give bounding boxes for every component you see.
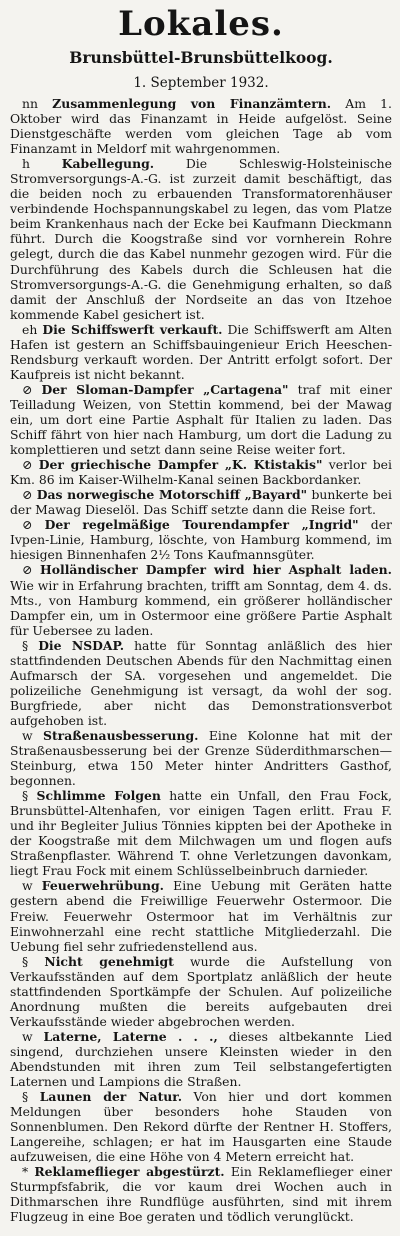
news-item-mark: w [22, 727, 33, 743]
news-item [10, 487, 392, 517]
news-item [10, 954, 392, 1029]
news-item-heading: Holländischer Dampfer wird hier Asphalt laden. [40, 562, 392, 578]
news-item-body: wurde die Aufstellung von Verkaufsständen auf dem Sportplatz anläßlich der heute stattfindenden Sportkämpfe der Schulen. Auf polizeiliche Anordnung mußten die bereits aufgebauten drei Verkaufsstände wieder abgebrochen werden. [10, 953, 392, 1029]
news-item [10, 457, 392, 487]
news-item-mark: ⊘ [22, 381, 33, 397]
dateline: 1. September 1932. [133, 75, 269, 91]
news-item-mark: eh [22, 321, 38, 337]
news-item-heading: Die NSDAP. [38, 637, 125, 653]
news-item-mark: nn [22, 96, 38, 111]
news-item [10, 322, 392, 382]
news-item-mark: § [22, 637, 29, 653]
news-item-mark: ⊘ [22, 562, 33, 578]
news-item-body: Von hier und dort kommen Meldungen über besonders hohe Stauden von Sonnenblumen. Den Rekord dürfte der Rentner H. Stoffers, Langereihe, schlagen; er hat im Hausgarten eine Staude aufzuweisen, die eine Höhe von 4 Metern erreicht hat. [10, 1089, 392, 1165]
news-item-heading: Schlimme Folgen [36, 788, 161, 804]
place-heading: Brunsbüttel-Brunsbüttelkoog. [69, 48, 333, 67]
news-item-heading: Straßenausbesserung. [43, 727, 199, 743]
news-item-body: bunkerte bei der Mawag Dieselöl. Das Schiff setzte dann die Reise fort. [10, 487, 392, 518]
news-item-heading: Der griechische Dampfer „K. Ktistakis" [38, 457, 323, 473]
news-item-mark: ⊘ [22, 517, 33, 533]
news-item-heading: Reklameflieger abgestürzt. [34, 1164, 225, 1180]
news-item-heading: Laterne, Laterne . . ., [43, 1028, 218, 1044]
news-item [10, 562, 392, 637]
news-item-body: Eine Kolonne hat mit der Straßenausbesserung bei der Grenze Süderdithmarschen—Steinburg, etwa 150 Meter hinter Andritters Gasthof, begonnen. [10, 727, 392, 789]
news-item-mark: § [22, 953, 29, 969]
news-item [10, 788, 392, 878]
news-item-body: Am 1. Oktober wird das Finanzamt in Heide aufgelöst. Seine Dienstgeschäfte werden vom gleichen Tage ab vom Finanzamt in Meldorf mit wahrgenommen. [10, 96, 392, 157]
news-item-mark: § [22, 1089, 29, 1105]
news-item-body: Wie wir in Erfahrung brachten, trifft am Sonntag, dem 4. ds. Mts., von Hamburg kommend, ein größerer holländischer Dampfer ein, um in Ostermoor eine größere Partie Asphalt für Uebersee zu laden. [10, 577, 392, 638]
news-item-body: verlor bei Km. 86 im Kaiser-Wilhelm-Kanal seinen Backbordanker. [10, 457, 392, 488]
news-item-body: hatte ein Unfall, den Frau Fock, Brunsbüttel-Altenhafen, vor einigen Tagen erlitt. Frau F. und ihr Begleiter Julius Tönnies kippten bei der Apotheke in der Koogstraße mit dem Milchwagen um und flogen aufs Straßenpflaster. Während T. ohne Verletzungen davonkam, liegt Frau Fock mit einem Schlüsselbeinbruch darnieder. [10, 788, 392, 879]
news-item-mark: * [22, 1164, 29, 1180]
news-item-body: Die Schiffswerft am Alten Hafen ist gestern an Schiffsbauingenieur Erich Heeschen-Rendsburg verkauft worden. Der Antritt erfolgt sofort. Der Kaufpreis ist nicht bekannt. [10, 321, 392, 382]
news-item-heading: Das norwegische Motorschiff „Bayard" [36, 487, 308, 503]
news-item-heading: Die Schiffswerft verkauft. [42, 321, 223, 337]
news-item-mark: ⊘ [22, 457, 33, 473]
news-item-body: Ein Reklameflieger einer Sturmpfsfabrik, die vor kaum drei Wochen auch in Dithmarschen ihre Rundflüge ausführten, sind mit ihrem Flugzeug in eine Boe geraten und tödlich verunglückt. [10, 1164, 392, 1225]
news-item [10, 1089, 392, 1164]
news-item [10, 382, 392, 457]
news-item-mark: § [22, 788, 29, 804]
news-item-heading: Kabellegung. [61, 156, 155, 172]
news-item-heading: Nicht genehmigt [44, 953, 174, 969]
news-item-heading: Der regelmäßige Tourendampfer „Ingrid" [44, 517, 359, 533]
section-title: Lokales. [118, 4, 284, 44]
news-column [10, 96, 392, 1225]
news-item-body: hatte für Sonntag anläßlich des hier stattfindenden Deutschen Abends für den Nachmittag einen Aufmarsch der SA. vorgesehen und angemeldet. Die polizeiliche Genehmigung ist versagt, da wohl der sog. Burgfriede, aber nicht das Demonstrationsverbot aufgehoben ist. [10, 637, 392, 728]
news-item [10, 638, 392, 728]
news-item-mark: ⊘ [22, 487, 33, 503]
news-item-mark: w [22, 1028, 33, 1044]
news-item [10, 156, 392, 322]
news-item-heading: Feuerwehrübung. [41, 878, 164, 894]
news-item [10, 1164, 392, 1224]
news-item-mark: w [22, 878, 33, 894]
news-item [10, 96, 392, 156]
news-item-mark: h [22, 156, 30, 172]
news-item-body: Eine Uebung mit Geräten hatte gestern abend die Freiwillige Feuerwehr Ostermoor. Die Freiw. Feuerwehr Ostermoor hat im Verhältnis zur Einwohnerzahl eine recht stattliche Mitgliederzahl. Die Uebung fiel sehr zufriedenstellend aus. [10, 878, 392, 954]
news-item [10, 517, 392, 562]
news-item-heading: Zusammenlegung von Finanzämtern. [52, 96, 332, 111]
news-item-body: Die Schleswig-Holsteinische Stromversorgungs-A.-G. ist zurzeit damit beschäftigt, das die beiden noch zu erbauenden Transformatorenhäuser verbindende Hochspannungskabel zu legen, das vom Platze beim Krankenhaus nach der Ecke bei Kaufmann Dieckmann führt. Durch die Koogstraße sind vor vornherein Rohre gelegt, durch die das Kabel nunmehr gezogen wird. Für die Durchführung des Kabels durch die Schleusen hat die Stromversorgungs-A.-G. die Genehmigung erhalten, so daß damit der Anschluß der Nordseite an das von Itzehoe kommende Kabel gesichert ist. [10, 156, 392, 322]
news-item-body: traf mit einer Teilladung Weizen, von Stettin kommend, bei der Mawag ein, um dort eine Partie Asphalt für Italien zu laden. Das Schiff fährt von hier nach Hamburg, um dort die Ladung zu komplettieren und setzt dann seine Reise weiter fort. [10, 381, 392, 458]
news-item-heading: Der Sloman-Dampfer „Cartagena" [41, 381, 289, 397]
news-item-body: dieses altbekannte Lied singend, durchziehen unsere Kleinsten wieder in den Abendstunden mit ihren zum Teil selbstangefertigten Laternen und Lampions die Straßen. [10, 1028, 392, 1090]
news-item [10, 728, 392, 788]
news-item-heading: Launen der Natur. [39, 1089, 183, 1105]
news-item [10, 878, 392, 953]
news-item [10, 1029, 392, 1089]
news-item-body: der Ivpen-Linie, Hamburg, löschte, von Hamburg kommend, im hiesigen Binnenhafen 2½ Tons Kaufmannsgüter. [10, 517, 392, 563]
